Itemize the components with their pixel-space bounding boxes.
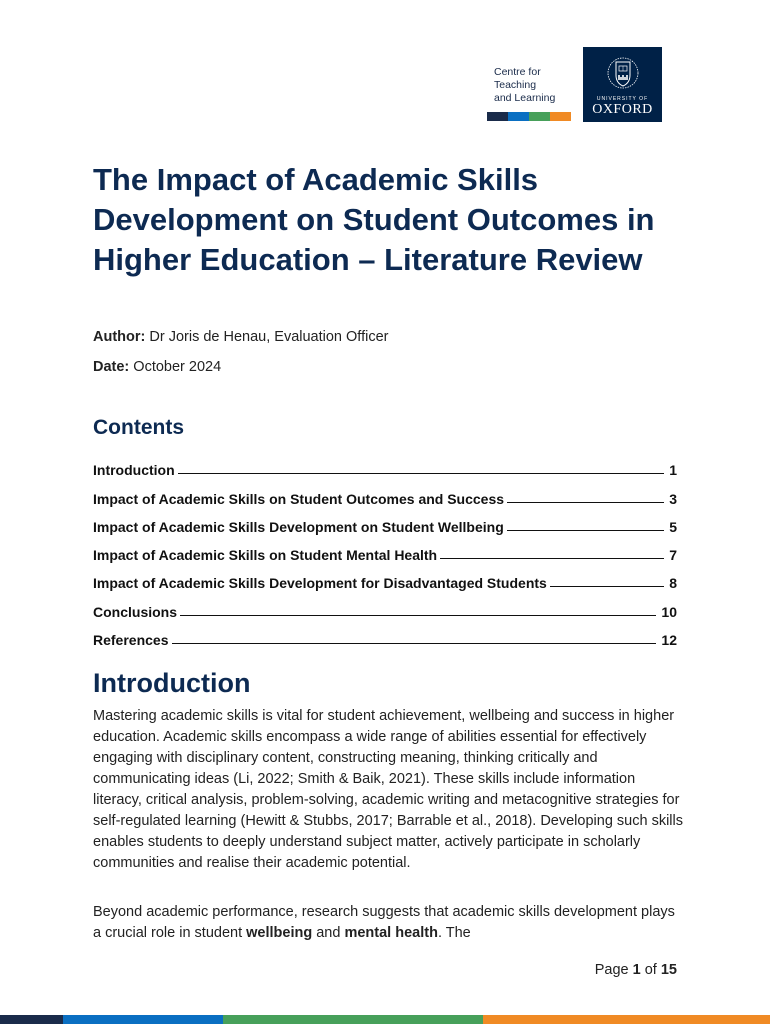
footer-bar-dark	[0, 1015, 63, 1024]
toc-item-title: References	[93, 632, 169, 649]
toc-item-page: 1	[669, 462, 677, 479]
author-line	[93, 329, 388, 345]
toc-item-page: 12	[661, 632, 677, 649]
footer-bar-green	[223, 1015, 483, 1024]
page-prefix: Page	[594, 962, 633, 978]
toc-item[interactable]	[93, 591, 677, 619]
table-of-contents	[93, 450, 677, 648]
ctl-logo	[487, 66, 571, 121]
paragraph-2-bold-mental-health: mental health	[344, 925, 438, 941]
toc-leader	[507, 502, 664, 503]
toc-leader	[180, 615, 656, 616]
ctl-bar-dark	[487, 112, 508, 121]
toc-leader	[172, 643, 657, 644]
page-of: of	[640, 962, 661, 978]
ctl-bar-blue	[508, 112, 529, 121]
toc-item[interactable]	[93, 478, 677, 506]
date-value: October 2024	[129, 359, 222, 375]
page-total: 15	[660, 962, 677, 978]
toc-item-title: Impact of Academic Skills Development on Student Wellbeing	[93, 518, 504, 535]
ctl-logo-text: Centre for Teaching and Learning	[494, 66, 556, 104]
oxford-logo-small-text: UNIVERSITY OF	[596, 96, 649, 102]
introduction-heading: Introduction	[93, 668, 251, 698]
oxford-crest-icon	[607, 53, 639, 93]
ctl-logo-colour-bar	[487, 112, 571, 121]
paragraph-2-bold-wellbeing: wellbeing	[246, 925, 313, 941]
paragraph-2-text-c: . The	[437, 925, 471, 941]
toc-item-title: Impact of Academic Skills on Student Outcomes and Success	[93, 490, 505, 507]
ctl-bar-orange	[550, 112, 571, 121]
author-value: Dr Joris de Henau, Evaluation Officer	[145, 329, 389, 345]
toc-item-page: 7	[669, 547, 677, 564]
date-line	[93, 359, 221, 375]
toc-leader	[507, 530, 664, 531]
oxford-logo	[583, 47, 662, 122]
toc-item[interactable]	[93, 620, 677, 648]
introduction-paragraph-1: Mastering academic skills is vital for student achievement, wellbeing and success in higher education. Academic skills encompass a wide range of abilities essential for effectively engaging with disciplinary content, constructing meaning, thinking critically and communicating ideas (Li, 2022; Smith & Baik, 2021). These skills include information literacy, critical analysis, problem-solving, academic writing and metacognitive strategies for self-regulated learning (Hewitt & Stubbs, 2017; Barrable et al., 2018). Developing such skills enables students to deeply understand subject matter, actively participate in scholarly communities and realise their academic potential.	[93, 708, 683, 871]
footer-bar-blue	[63, 1015, 223, 1024]
toc-item-title: Impact of Academic Skills Development for Disadvantaged Students	[93, 575, 547, 592]
author-label: Author:	[93, 329, 146, 345]
toc-item-title: Conclusions	[93, 603, 178, 620]
footer-bar-orange	[483, 1015, 770, 1024]
toc-item[interactable]	[93, 563, 677, 591]
toc-item-title: Introduction	[93, 462, 175, 479]
toc-item[interactable]	[93, 450, 677, 478]
introduction-paragraph-2	[93, 902, 683, 944]
document-title: The Impact of Academic Skills Development on Student Outcomes in Higher Education – Literature Review	[93, 162, 655, 277]
toc-item-title: Impact of Academic Skills on Student Mental Health	[93, 547, 438, 564]
toc-leader	[440, 558, 664, 559]
page-current: 1	[632, 962, 641, 978]
date-label: Date:	[93, 359, 130, 375]
toc-item[interactable]	[93, 535, 677, 563]
toc-item-page: 10	[661, 603, 677, 620]
toc-item-page: 8	[669, 575, 677, 592]
toc-item[interactable]	[93, 507, 677, 535]
toc-item-page: 5	[669, 518, 677, 535]
page-number	[595, 962, 677, 978]
toc-item-page: 3	[669, 490, 677, 507]
contents-heading: Contents	[93, 416, 184, 439]
toc-leader	[178, 473, 665, 474]
ctl-bar-green	[529, 112, 550, 121]
paragraph-2-text-a: Beyond academic performance, research suggests that academic skills development plays a crucial role in student	[93, 904, 675, 941]
paragraph-2-text-b: and	[312, 925, 345, 941]
footer-colour-bar	[0, 1015, 770, 1024]
oxford-logo-wordmark: OXFORD	[592, 102, 653, 117]
toc-leader	[550, 586, 664, 587]
